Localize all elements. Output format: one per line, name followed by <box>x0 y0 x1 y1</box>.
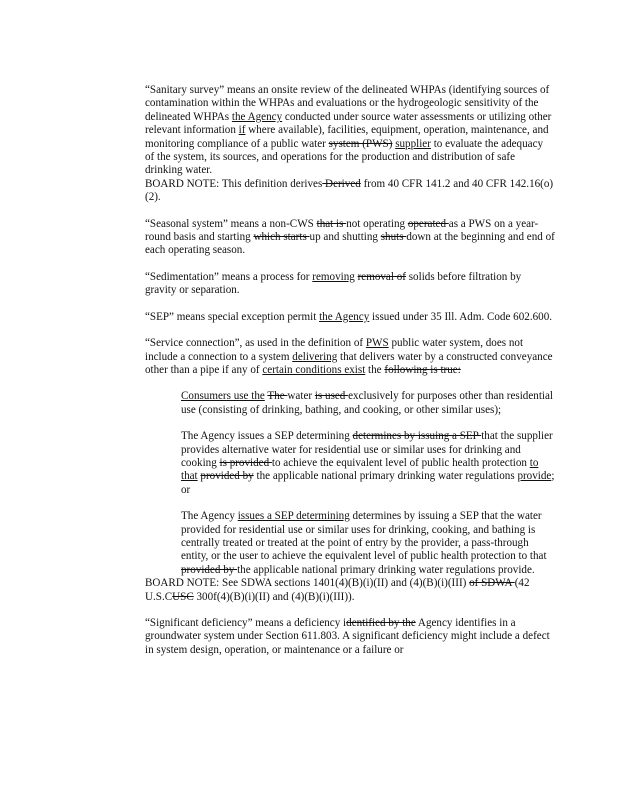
text-segment: up and shutting <box>309 231 381 244</box>
text-segment: that delivers water by a constructed conveyance other than a pipe if any of <box>145 350 553 376</box>
text-segment: determines by issuing a SEP that the water provided for residential use or similar uses for drinking, cooking, and bathing is centrally treated or treated at the point of entry by the provider, a pass-through entity, or the user to achieve the equivalent level of public health protection to that <box>181 510 547 563</box>
text-segment: (42 U.S.C <box>145 577 530 603</box>
deleted-text: removal of <box>357 270 406 283</box>
paragraph <box>181 430 555 497</box>
text-segment: the applicable national primary drinking water regulations <box>253 470 518 483</box>
deleted-text: that is <box>316 217 347 230</box>
text-segment: “Sanitary survey” means an onsite review of the delineated WHPAs (identifying sources of contamination within the WHPAs and evaluations or the hydrogeologic sensitivity of the delineated WHPAs <box>145 84 550 123</box>
deleted-text: USC <box>172 590 194 603</box>
text-segment: “Sedimentation” means a process for <box>145 270 313 283</box>
text-segment: The Agency issues a SEP determining <box>181 430 353 443</box>
text-segment: The Agency <box>181 510 238 523</box>
text-segment: the <box>365 363 385 376</box>
inserted-text: supplier <box>395 137 431 150</box>
deleted-text: determines by issuing a SEP <box>352 430 482 443</box>
paragraph <box>181 510 555 577</box>
inserted-text: Consumers use the <box>181 390 265 403</box>
deleted-text: operated <box>407 217 449 230</box>
inserted-text: the Agency <box>319 310 370 323</box>
text-segment: Agency identifies in a groundwater system under Section 611.803. A significant deficiency might include a defect in system design, operation, or maintenance or a failure or <box>145 617 550 656</box>
text-segment: from 40 CFR 141.2 and 40 CFR 142.16(o)(2). <box>145 177 554 204</box>
inserted-text: removing <box>312 270 355 283</box>
paragraph <box>145 178 555 205</box>
deleted-text: dentified by the <box>346 617 416 629</box>
paragraph <box>145 271 555 298</box>
deleted-text: is used <box>314 390 349 403</box>
paragraph <box>145 311 555 324</box>
paragraph <box>145 337 555 377</box>
deleted-text: The <box>267 390 288 403</box>
text-segment: the applicable national primary drinking water regulations provide. <box>237 563 535 576</box>
paragraph <box>145 218 555 258</box>
text-segment: water <box>287 390 315 403</box>
deleted-text: provided by <box>181 563 238 576</box>
text-segment: down at the beginning and end of each operating season. <box>145 231 555 257</box>
deleted-text: following is true: <box>384 363 461 376</box>
text-segment: “Significant deficiency” means a deficiency i <box>145 617 347 629</box>
text-segment: issued under 35 Ill. Adm. Code 602.600. <box>369 310 553 323</box>
paragraph <box>145 617 555 657</box>
paragraph <box>145 84 555 178</box>
text-segment: “Service connection”, as used in the definition of <box>145 337 366 350</box>
deleted-text: Derived <box>322 177 361 190</box>
text-segment: to achieve the equivalent level of public health protection <box>271 456 530 469</box>
text-segment: ; or <box>181 470 555 496</box>
deleted-text: system (PWS) <box>328 137 393 150</box>
paragraph <box>145 577 555 604</box>
text-segment: BOARD NOTE: This definition derives <box>145 177 323 190</box>
text-segment: 300f(4)(B)(i)(II) and (4)(B)(i)(III)). <box>193 590 355 603</box>
inserted-text: provide <box>517 470 552 483</box>
inserted-text: delivering <box>292 350 338 363</box>
deleted-text: is provided <box>219 456 272 469</box>
text-segment: that the supplier provides alternative water for residential use or similar uses for drinking and cooking <box>181 430 553 469</box>
text-segment: not operating <box>346 217 408 230</box>
inserted-text: issues a SEP determining <box>237 510 350 523</box>
text-segment: “Seasonal system” means a non-CWS <box>145 217 317 230</box>
text-segment: public water system, does not include a connection to a system <box>145 337 524 363</box>
inserted-text: if <box>238 124 246 137</box>
text-segment: solids before filtration by gravity or separation. <box>145 270 522 297</box>
deleted-text: of SDWA <box>469 577 515 590</box>
text-segment: where available), facilities, equipment, operation, maintenance, and monitoring compliance of a public water <box>145 124 549 150</box>
paragraph <box>181 390 555 417</box>
inserted-text: certain conditions exist <box>262 363 366 376</box>
document-body <box>145 84 555 670</box>
deleted-text: provided by <box>200 470 254 483</box>
text-segment: conducted under source water assessments or utilizing other relevant information <box>145 110 552 137</box>
inserted-text: PWS <box>365 337 389 350</box>
inserted-text: to that <box>181 456 539 483</box>
inserted-text: the Agency <box>231 110 283 123</box>
deleted-text: which starts <box>253 231 310 244</box>
text-segment: exclusively for purposes other than residential use (consisting of drinking, bathing, and cooking, or other similar uses); <box>181 390 553 416</box>
deleted-text: shuts <box>380 231 407 244</box>
text-segment: as a PWS on a year-round basis and starting <box>145 217 539 244</box>
text-segment: to evaluate the adequacy of the system, its sources, and operations for the production and distribution of safe drinking water. <box>145 137 544 177</box>
text-segment: BOARD NOTE: See SDWA sections 1401(4)(B)(i)(II) and (4)(B)(i)(III) <box>145 577 470 590</box>
text-segment: “SEP” means special exception permit <box>145 310 320 323</box>
